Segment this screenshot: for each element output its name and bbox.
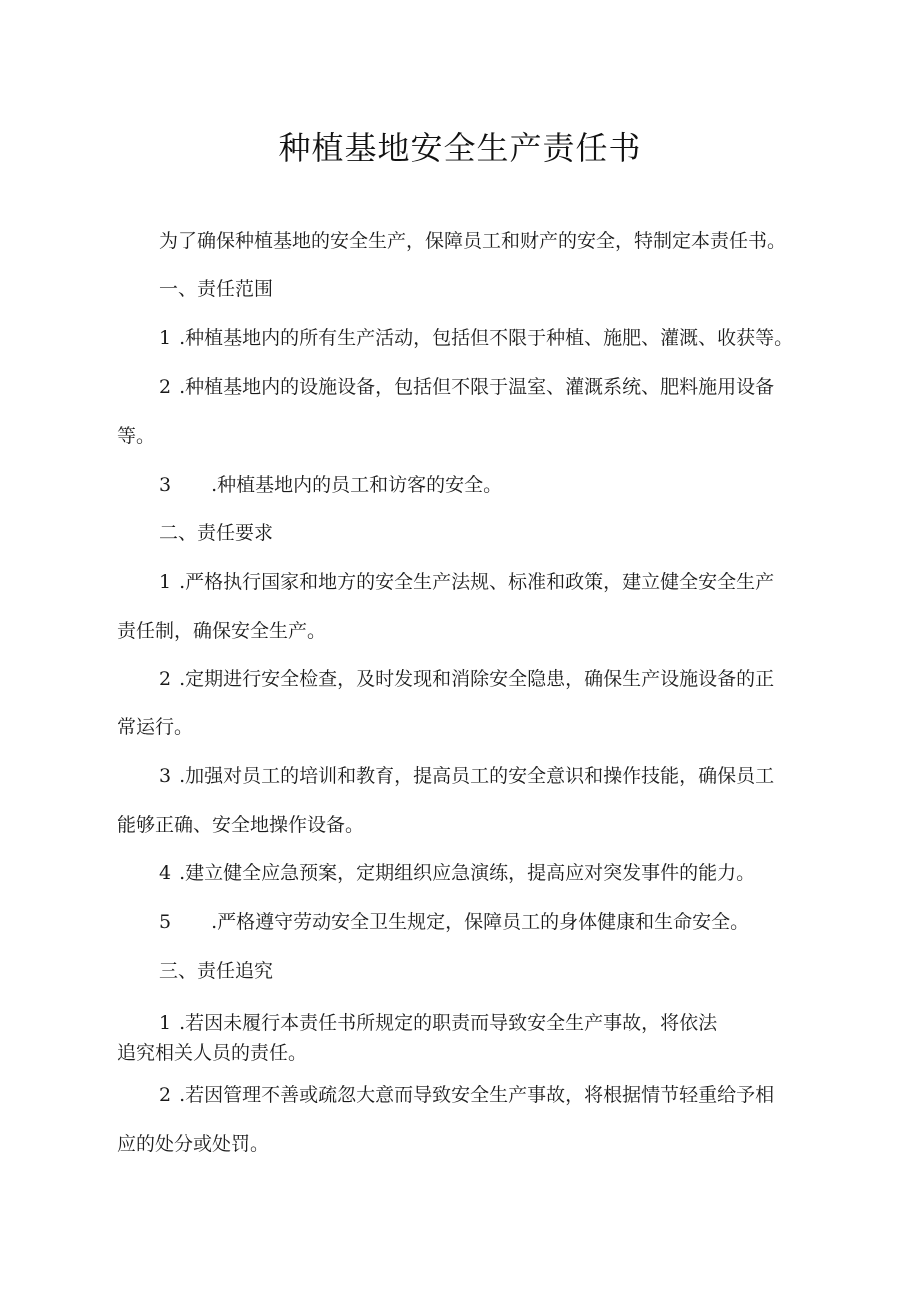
item-text-continued: 责任制，确保安全生产。 (117, 620, 327, 642)
item-number: 3 (159, 474, 172, 496)
item-text: .若因管理不善或疏忽大意而导致安全生产事故，将根据情节轻重给予相 (179, 1084, 775, 1106)
item-text-continued: 等。 (117, 425, 156, 447)
item-number: 4 (159, 862, 172, 884)
list-item (159, 858, 755, 888)
item-number: 2 (159, 668, 172, 690)
section-heading: 三、责任追究 (159, 960, 274, 982)
item-text-continued: 应的处分或处罚。 (117, 1133, 270, 1155)
intro-paragraph: 为了确保种植基地的安全生产，保障员工和财产的安全，特制定本责任书。 (159, 230, 787, 252)
list-item (159, 1080, 774, 1110)
item-number: 2 (159, 376, 172, 398)
item-text: .若因未履行本责任书所规定的职责而导致安全生产事故，将依法 (179, 1012, 718, 1034)
item-text: .加强对员工的培训和教育，提高员工的安全意识和操作技能，确保员工 (179, 765, 775, 787)
item-text-continued: 能够正确、安全地操作设备。 (117, 814, 365, 836)
item-number: 5 (159, 911, 172, 933)
list-item (159, 567, 774, 597)
list-item (159, 907, 749, 937)
list-item (159, 1008, 717, 1038)
item-text: .种植基地内的员工和访客的安全。 (211, 474, 503, 496)
section-heading: 一、责任范围 (159, 278, 274, 300)
list-item (159, 372, 774, 402)
item-text: .建立健全应急预案，定期组织应急演练，提高应对突发事件的能力。 (179, 862, 756, 884)
list-item (159, 664, 774, 694)
list-item (159, 470, 502, 500)
item-text-continued: 追究相关人员的责任。 (117, 1042, 308, 1064)
item-number: 1 (159, 571, 172, 593)
item-number: 1 (159, 327, 172, 349)
item-text-continued: 常运行。 (117, 716, 194, 738)
item-number: 1 (159, 1012, 172, 1034)
item-text: .严格执行国家和地方的安全生产法规、标准和政策，建立健全安全生产 (179, 571, 775, 593)
section-heading: 二、责任要求 (159, 522, 274, 544)
list-item (159, 323, 793, 353)
list-item (159, 761, 774, 791)
item-text: .严格遵守劳动安全卫生规定，保障员工的身体健康和生命安全。 (211, 911, 750, 933)
item-text: .种植基地内的所有生产活动，包括但不限于种植、施肥、灌溉、收获等。 (179, 327, 794, 349)
document-title: 种植基地安全生产责任书 (278, 129, 642, 167)
item-text: .定期进行安全检查，及时发现和消除安全隐患，确保生产设施设备的正 (179, 668, 775, 690)
item-number: 2 (159, 1084, 172, 1106)
item-number: 3 (159, 765, 172, 787)
item-text: .种植基地内的设施设备，包括但不限于温室、灌溉系统、肥料施用设备 (179, 376, 775, 398)
